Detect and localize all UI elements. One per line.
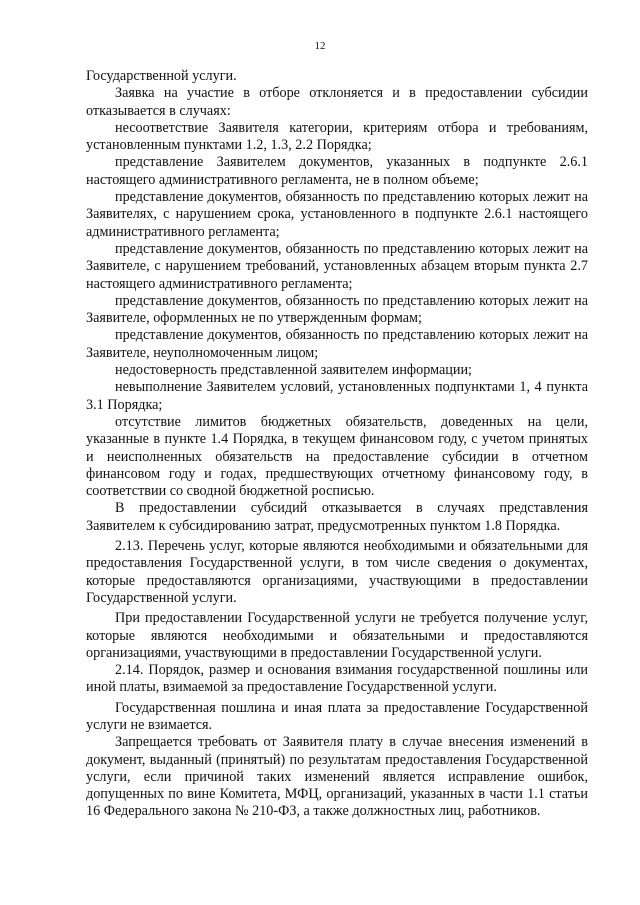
paragraph-rejection-item: несоответствие Заявителя категории, критериям отбора и требованиям, установленным пунктами 1.2, 1.3, 2.2 Порядка; bbox=[86, 119, 588, 154]
paragraph-rejection-item: представление документов, обязанность по представлению которых лежит на Заявителе, оформленных не по утвержденным формам; bbox=[86, 292, 588, 327]
paragraph-fee-prohibition: Запрещается требовать от Заявителя плату в случае внесения изменений в документ, выданный (принятый) по результатам предоставления Государственной услуги, если причиной таких изменений является исправление ошибок, допущенных по вине Комитета, МФЦ, организаций, указанных в части 1.1 статьи 16 Федерального закона № 210-ФЗ, а также должностных лиц, работников. bbox=[86, 734, 588, 820]
paragraph-rejection-item: отсутствие лимитов бюджетных обязательств, доведенных на цели, указанные в пункте 1.4 Порядка, в текущем финансовом году, с учетом принятых и неисполненных обязательств на предоставление субсидии в отчетном финансовом году и годах, предшествующих отчетному финансовому году, в соответствии со сводной бюджетной росписью. bbox=[86, 413, 588, 500]
paragraph-subsidy-refusal: В предоставлении субсидий отказывается в случаях представления Заявителем к субсидированию затрат, предусмотренных пунктом 1.8 Порядка. bbox=[86, 500, 588, 534]
document-body bbox=[86, 68, 588, 821]
paragraph-rejection-item: невыполнение Заявителем условий, установленных подпунктами 1, 4 пункта 3.1 Порядка; bbox=[86, 379, 588, 413]
paragraph-rejection-item: представление Заявителем документов, указанных в подпункте 2.6.1 настоящего административного регламента, не в полном объеме; bbox=[86, 154, 588, 188]
paragraph-no-required-services: При предоставлении Государственной услуги не требуется получение услуг, которые являются необходимыми и обязательными и предоставляются организациями, участвующими в предоставлении Государственной услуги. bbox=[86, 610, 588, 661]
paragraph-rejection-item: представление документов, обязанность по представлению которых лежит на Заявителе, с нарушением требований, установленных абзацем вторым пункта 2.7 настоящего административного регламента; bbox=[86, 240, 588, 292]
paragraph-rejection-item: недостоверность представленной заявителем информации; bbox=[115, 362, 472, 379]
paragraph-rejection-intro: Заявка на участие в отборе отклоняется и в предоставлении субсидии отказывается в случаях: bbox=[86, 85, 588, 119]
section-2-13: 2.13. Перечень услуг, которые являются необходимыми и обязательными для предоставления Государственной услуги, в том числе сведения о документах, которые предоставляются организациями, участвующими в предоставлении Государственной услуги. bbox=[86, 538, 588, 606]
page-number: 12 bbox=[314, 40, 326, 52]
section-2-14: 2.14. Порядок, размер и основания взимания государственной пошлины или иной платы, взимаемой за предоставление Государственной услуги. bbox=[86, 662, 588, 696]
paragraph-service-end: Государственной услуги. bbox=[86, 68, 237, 84]
paragraph-no-fee: Государственная пошлина и иная плата за предоставление Государственной услуги не взимается. bbox=[86, 699, 588, 733]
paragraph-rejection-item: представление документов, обязанность по представлению которых лежит на Заявителе, неуполномоченным лицом; bbox=[86, 327, 588, 361]
paragraph-rejection-item: представление документов, обязанность по представлению которых лежит на Заявителях, с нарушением срока, установленного в подпункте 2.6.1 настоящего административного регламента; bbox=[86, 189, 588, 240]
